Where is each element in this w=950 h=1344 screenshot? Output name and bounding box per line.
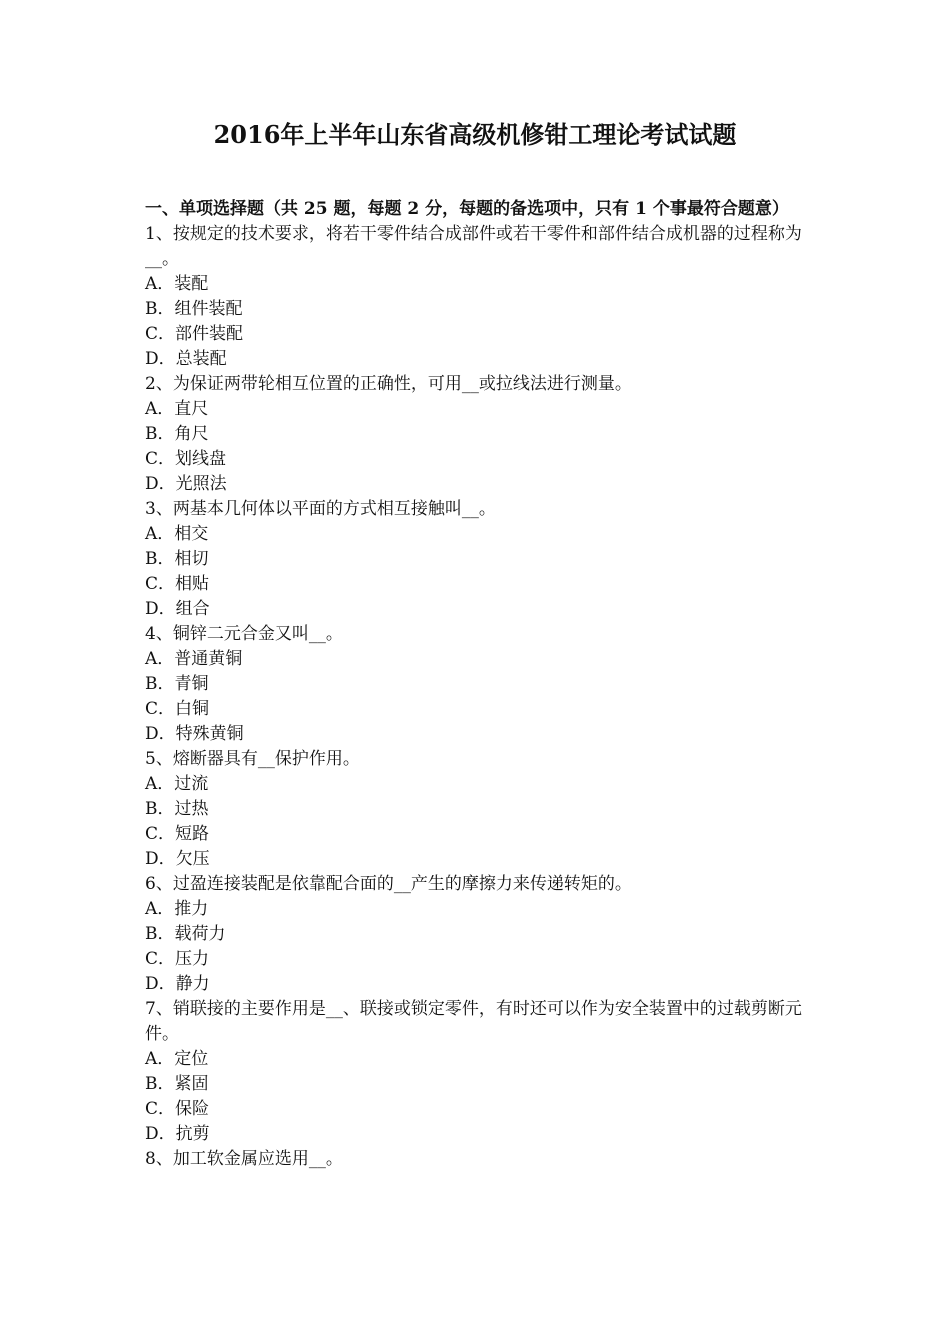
option-d: D．光照法 xyxy=(145,474,227,494)
option-b: B．紧固 xyxy=(145,1074,209,1094)
question-stem: 7、销联接的主要作用是__、联接或锁定零件，有时还可以作为安全装置中的过载剪断元件。 xyxy=(145,999,802,1044)
option-a: A．直尺 xyxy=(145,399,209,419)
question-5 xyxy=(145,747,813,872)
question-stem: 3、两基本几何体以平面的方式相互接触叫__。 xyxy=(145,499,496,519)
option-d: D．静力 xyxy=(145,974,210,994)
option-b: B．组件装配 xyxy=(145,299,243,319)
option-d: D．欠压 xyxy=(145,849,210,869)
option-d: D．特殊黄铜 xyxy=(145,724,244,744)
option-b: B．过热 xyxy=(145,799,209,819)
question-8 xyxy=(145,1147,813,1172)
option-c: C．划线盘 xyxy=(145,449,227,469)
question-stem: 4、铜锌二元合金又叫__。 xyxy=(145,624,343,644)
option-d: D．总装配 xyxy=(145,349,227,369)
question-1 xyxy=(145,222,813,372)
option-b: B．角尺 xyxy=(145,424,209,444)
option-b: B．相切 xyxy=(145,549,209,569)
document-body xyxy=(145,197,813,1172)
option-a: A．普通黄铜 xyxy=(145,649,243,669)
question-7 xyxy=(145,997,813,1147)
option-c: C．相贴 xyxy=(145,574,210,594)
option-a: A．装配 xyxy=(145,274,209,294)
document-title: 2016年上半年山东省高级机修钳工理论考试试题 xyxy=(213,120,737,149)
question-4 xyxy=(145,622,813,747)
option-b: B．青铜 xyxy=(145,674,209,694)
question-stem: 8、加工软金属应选用__。 xyxy=(145,1149,343,1169)
option-c: C．白铜 xyxy=(145,699,210,719)
option-a: A．定位 xyxy=(145,1049,209,1069)
question-3 xyxy=(145,497,813,622)
option-d: D．抗剪 xyxy=(145,1124,210,1144)
question-stem: 2、为保证两带轮相互位置的正确性，可用__或拉线法进行测量。 xyxy=(145,374,632,394)
section-heading: 一、单项选择题（共 25 题，每题 2 分，每题的备选项中，只有 1 个事最符合题意） xyxy=(145,199,789,219)
option-b: B．载荷力 xyxy=(145,924,226,944)
question-6 xyxy=(145,872,813,997)
option-c: C．短路 xyxy=(145,824,210,844)
option-a: A．相交 xyxy=(145,524,209,544)
option-c: C．压力 xyxy=(145,949,210,969)
option-a: A．过流 xyxy=(145,774,209,794)
question-stem: 1、按规定的技术要求，将若干零件结合成部件或若干零件和部件结合成机器的过程称为__。 xyxy=(145,224,802,269)
question-stem: 6、过盈连接装配是依靠配合面的__产生的摩擦力来传递转矩的。 xyxy=(145,874,632,894)
question-2 xyxy=(145,372,813,497)
option-c: C．保险 xyxy=(145,1099,210,1119)
option-d: D．组合 xyxy=(145,599,210,619)
option-a: A．推力 xyxy=(145,899,209,919)
question-stem: 5、熔断器具有__保护作用。 xyxy=(145,749,360,769)
option-c: C．部件装配 xyxy=(145,324,244,344)
